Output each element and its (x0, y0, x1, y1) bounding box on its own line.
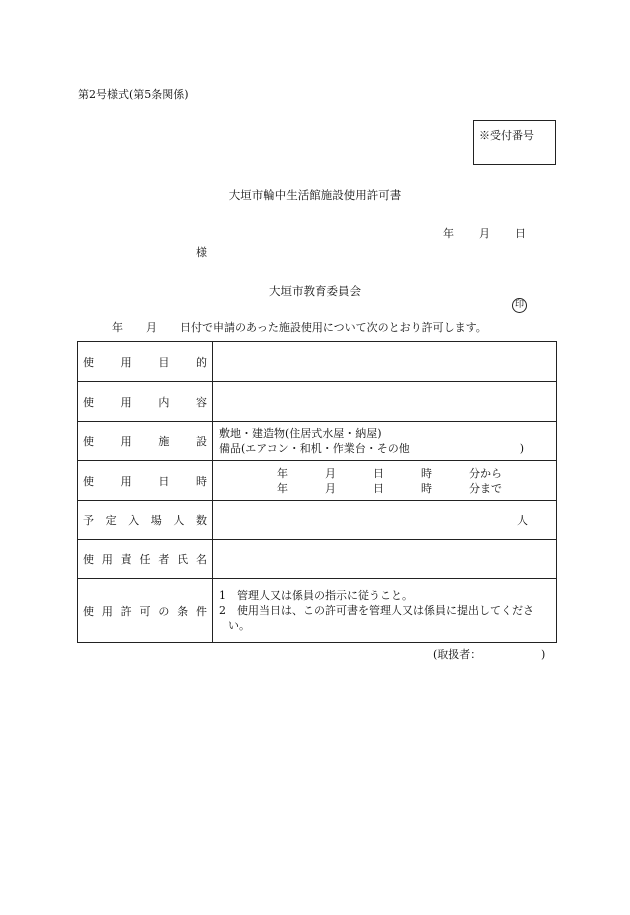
issue-date (443, 225, 526, 241)
document-title: 大垣市輪中生活館施設使用許可書 (228, 188, 402, 202)
receipt-number-box[interactable] (473, 120, 556, 165)
facility-line-building: 敷地・建造物(住居式水屋・納屋) (219, 427, 382, 440)
condition-item-2: 2 使用当日は、この許可書を管理人又は係員に提出してくださ (219, 604, 534, 617)
intro-text (112, 319, 487, 335)
seal-mark: 印 (512, 298, 527, 313)
permit-table (77, 341, 557, 643)
receipt-number-label: ※受付番号 (479, 129, 534, 142)
label-conditions: 使 用 許 可 の 条 件 (78, 579, 213, 643)
datetime-to: 年 月 日 時 分まで (277, 481, 502, 495)
facility-field[interactable] (213, 422, 557, 461)
attendance-unit: 人 (517, 514, 528, 527)
facility-line-equipment: 備品(エアコン・和机・作業台・その他 ) (219, 442, 524, 455)
row-facility (78, 422, 557, 461)
row-conditions (78, 579, 557, 643)
attendance-field[interactable] (213, 501, 557, 540)
content-field[interactable] (213, 382, 557, 422)
responsible-field[interactable] (213, 540, 557, 579)
row-responsible (78, 540, 557, 579)
date-month: 月 (479, 227, 490, 240)
handler-label: (取扱者： (433, 648, 482, 661)
addressee-suffix: 様 (196, 246, 207, 259)
row-attendance (78, 501, 557, 540)
datetime-from: 年 月 日 時 分から (277, 466, 502, 480)
handler-field[interactable] (433, 646, 545, 662)
date-day: 日 (515, 227, 526, 240)
datetime-field[interactable] (213, 461, 557, 501)
intro-year: 年 (112, 321, 123, 334)
label-facility: 使 用 施 設 (78, 422, 213, 461)
intro-body: 日付で申請のあった施設使用について次のとおり許可します。 (180, 321, 487, 334)
issuer-name: 大垣市教育委員会 (269, 284, 361, 298)
label-attendance: 予 定 入 場 人 数 (78, 501, 213, 540)
condition-item-1: 1 管理人又は係員の指示に従うこと。 (219, 589, 413, 602)
form-code: 第2号様式(第5条関係) (78, 88, 189, 101)
label-purpose: 使 用 目 的 (78, 342, 213, 382)
label-responsible: 使 用 責 任 者 氏 名 (78, 540, 213, 579)
intro-month: 月 (146, 321, 157, 334)
label-datetime: 使 用 日 時 (78, 461, 213, 501)
row-content (78, 382, 557, 422)
date-year: 年 (443, 227, 454, 240)
row-datetime (78, 461, 557, 501)
label-content: 使 用 内 容 (78, 382, 213, 422)
conditions-text (213, 579, 557, 643)
handler-close: ) (541, 648, 546, 661)
row-purpose (78, 342, 557, 382)
purpose-field[interactable] (213, 342, 557, 382)
condition-item-2-cont: い。 (228, 619, 250, 632)
